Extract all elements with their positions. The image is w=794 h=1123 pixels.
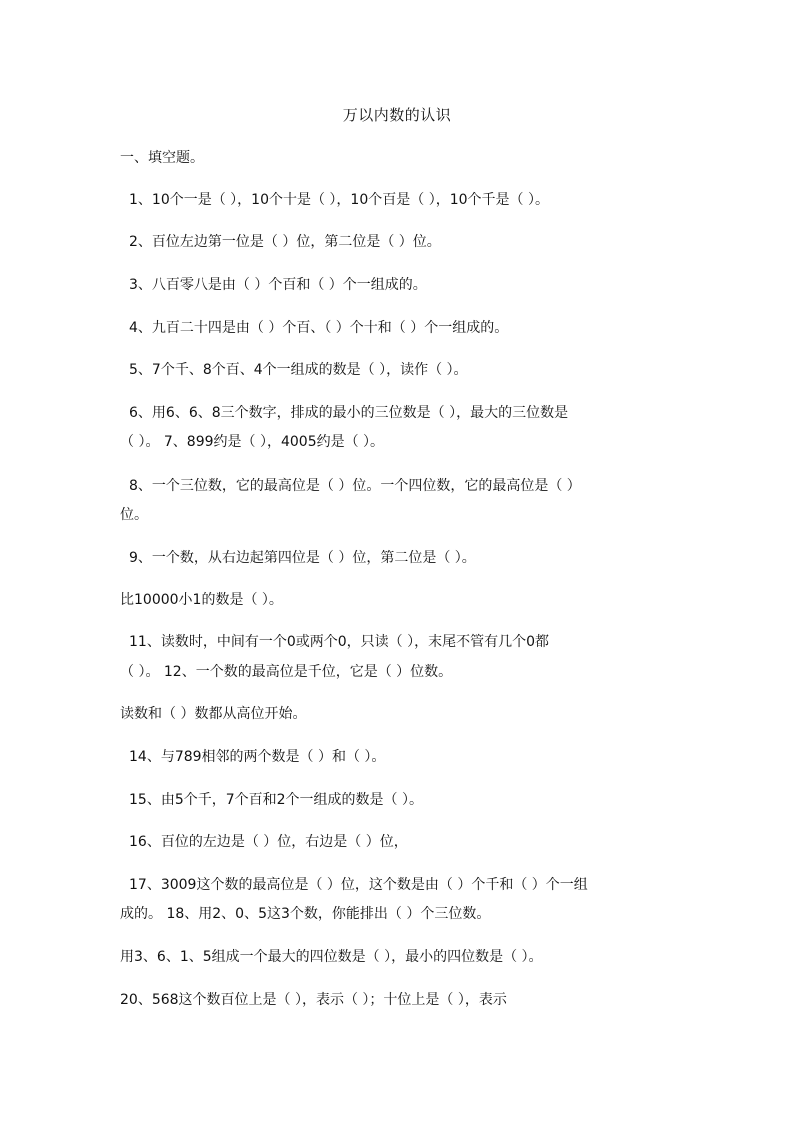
question-10: 比10000小1的数是（ ）。 [120,592,283,608]
question-14: 14、与789相邻的两个数是（ ）和（ ）。 [129,749,386,765]
section-heading: 一、填空题。 [120,150,204,166]
question-4: 4、九百二十四是由（ ）个百、（ ）个十和（ ）个一组成的。 [129,320,509,336]
question-6-line-1: 6、用6、6、8三个数字，排成的最小的三位数是（ ），最大的三位数是 [129,405,569,421]
question-20: 20、568这个数百位上是（ ），表示（ ）；十位上是（ ），表示 [120,992,507,1008]
question-15: 15、由5个千，7个百和2个一组成的数是（ ）。 [129,792,423,808]
question-2: 2、百位左边第一位是（ ）位，第二位是（ ）位。 [129,234,441,250]
question-17-18-line: 成的。 18、用2、0、5这3个数，你能排出（ ）个三位数。 [120,906,491,922]
question-8-line-2: 位。 [120,507,148,523]
question-17-line-1: 17、3009这个数的最高位是（ ）位，这个数是由（ ）个千和（ ）个一组 [129,877,588,893]
question-19: 用3、6、1、5组成一个最大的四位数是（ ），最小的四位数是（ ）。 [120,949,543,965]
question-3: 3、八百零八是由（ ）个百和（ ）个一组成的。 [129,277,427,293]
question-8-line-1: 8、一个三位数，它的最高位是（ ）位。一个四位数，它的最高位是（ ） [129,478,581,494]
question-6-7-line: （ ）。 7、899约是（ ），4005约是（ ）。 [120,434,385,450]
question-5: 5、7个千、8个百、4个一组成的数是（ ），读作（ ）。 [129,362,468,378]
page-title: 万以内数的认识 [342,106,452,124]
question-16: 16、百位的左边是（ ）位，右边是（ ）位， [129,834,408,850]
question-9: 9、一个数，从右边起第四位是（ ）位，第二位是（ ）。 [129,550,476,566]
question-1: 1、10个一是（ ），10个十是（ ），10个百是（ ），10个千是（ ）。 [129,192,549,208]
question-13: 读数和（ ）数都从高位开始。 [120,706,307,722]
question-11-line-1: 11、读数时，中间有一个0或两个0，只读（ ），末尾不管有几个0都 [129,634,549,650]
question-11-12-line: （ ）。 12、一个数的最高位是千位，它是（ ）位数。 [120,664,453,680]
